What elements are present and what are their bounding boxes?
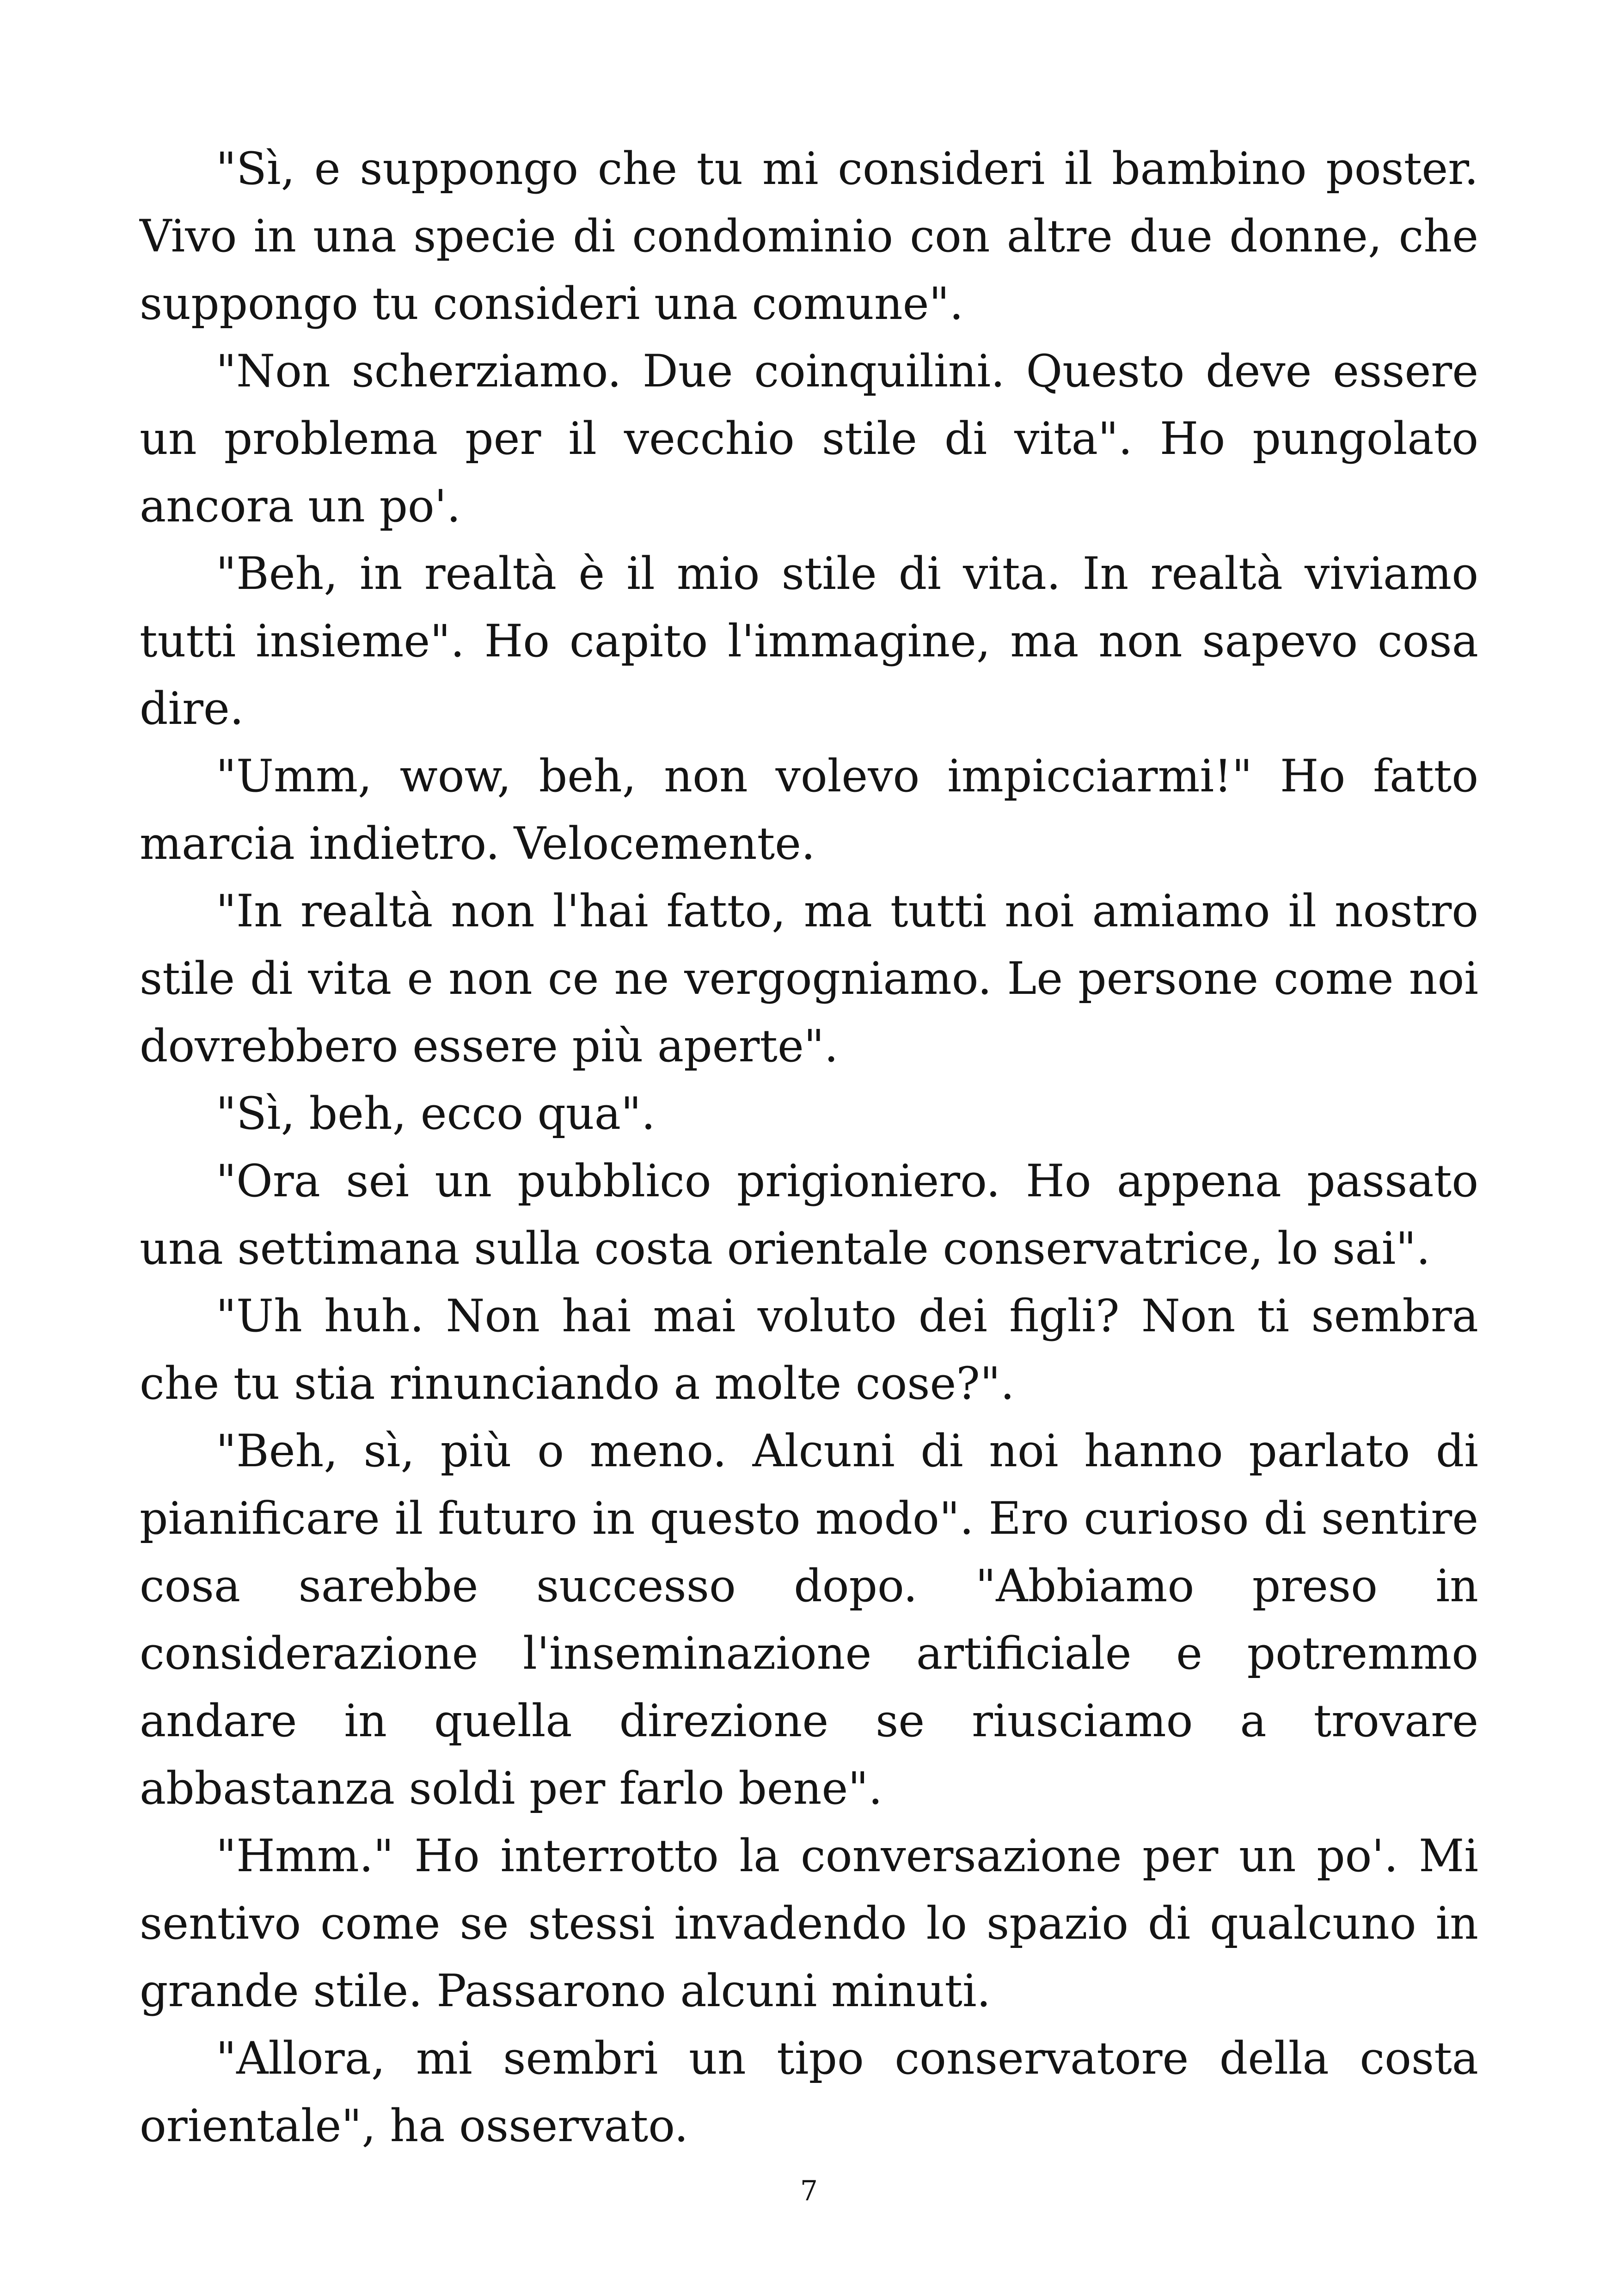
paragraph: "Ora sei un pubblico prigioniero. Ho appena passato una settimana sulla costa orientale conservatrice, lo sai". (140, 1155, 1478, 1274)
paragraph: "Allora, mi sembri un tipo conservatore della costa orientale", ha osservato. (140, 2033, 1478, 2152)
page-number: 7 (800, 2175, 818, 2207)
paragraph: "Sì, beh, ecco qua". (216, 1088, 656, 1139)
paragraph: "Beh, in realtà è il mio stile di vita. In realtà viviamo tutti insieme". Ho capito l'immagine, ma non sapevo cosa dire. (140, 548, 1478, 735)
paragraph: "Uh huh. Non hai mai voluto dei figli? Non ti sembra che tu stia rinunciando a molte cose?". (140, 1290, 1478, 1409)
paragraph: "In realtà non l'hai fatto, ma tutti noi amiamo il nostro stile di vita e non ce ne vergogniamo. Le persone come noi dovrebbero essere più aperte". (140, 885, 1478, 1072)
paragraph: "Sì, e suppongo che tu mi consideri il bambino poster. Vivo in una specie di condominio con altre due donne, che suppongo tu consideri una comune". (140, 143, 1478, 330)
paragraph: "Hmm." Ho interrotto la conversazione per un po'. Mi sentivo come se stessi invadendo lo spazio di qualcuno in grande stile. Passarono alcuni minuti. (140, 1830, 1478, 2017)
paragraph: "Non scherziamo. Due coinquilini. Questo deve essere un problema per il vecchio stile di vita". Ho pungolato ancora un po'. (140, 345, 1478, 532)
body-text (140, 135, 1478, 2160)
paragraph: "Umm, wow, beh, non volevo impicciarmi!" Ho fatto marcia indietro. Velocemente. (140, 750, 1478, 869)
paragraph: "Beh, sì, più o meno. Alcuni di noi hanno parlato di pianificare il futuro in questo modo". Ero curioso di sentire cosa sarebbe successo dopo. "Abbiamo preso in considerazione l'inseminazione artificiale e potremmo andare in quella direzione se riusciamo a trovare abbastanza soldi per farlo bene". (140, 1425, 1478, 1814)
